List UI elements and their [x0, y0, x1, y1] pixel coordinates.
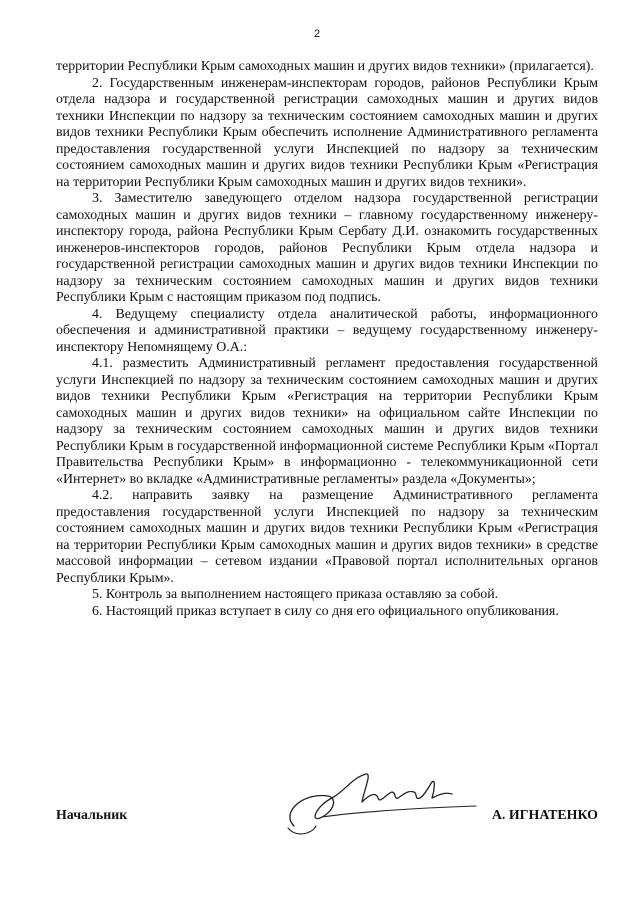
paragraph-item-4: 4. Ведущему специалисту отдела аналитической работы, информационного обеспечения и административной практики – ведущему государственному инженеру-инспектору Непомнящему О.А.: [56, 306, 598, 355]
paragraph-item-2: 2. Государственным инженерам-инспекторам городов, районов Республики Крым отдела надзора и государственной регистрации самоходных машин и других видов техники Инспекции по надзору за техническим состоянием самоходных машин и других видов техники Республики Крым обеспечить исполнение Административного регламента предоставления государственной услуги Инспекцией по надзору за техническим состоянием самоходных машин и других видов техники Республики Крым «Регистрация на территории Республики Крым самоходных машин и других видов техники». [56, 75, 598, 190]
document-body [56, 59, 598, 620]
signer-name: А. ИГНАТЕНКО [491, 808, 598, 823]
paragraph-item-4-1: 4.1. разместить Административный регламент предоставления государственной услуги Инспекцией по надзору за техническим состоянием самоходных машин и других видов техники Республики Крым «Регистрация на территории Республики Крым самоходных машин и других видов техники» на официальном сайте Инспекции по надзору за техническим состоянием самоходных машин и других видов техники Республики Крым в государственной информационной системе Республики Крым «Портал Правительства Республики Крым» в информационно - телекоммуникационной сети «Интернет» во вкладке «Административные регламенты» раздела «Документы»; [56, 356, 598, 487]
paragraph-continuation: территории Республики Крым самоходных машин и других видов техники» (прилагается). [56, 59, 594, 74]
page-number: 2 [313, 28, 321, 40]
paragraph-item-4-2: 4.2. направить заявку на размещение Административного регламента предоставления государственной услуги Инспекцией по надзору за техническим состоянием самоходных машин и других видов техники Республики Крым «Регистрация на территории Республики Крым самоходных машин и других видов техники» в средстве массовой информации – сетевом издании «Правовой портал исполнительных органов Республики Крым». [56, 488, 598, 586]
handwritten-signature [276, 768, 486, 843]
paragraph-item-6: 6. Настоящий приказ вступает в силу со дня его официального опубликования. [92, 603, 559, 619]
paragraph-item-5: 5. Контроль за выполнением настоящего приказа оставляю за собой. [92, 587, 499, 602]
signature-block [56, 788, 598, 838]
position-title: Начальник [56, 808, 128, 823]
paragraph-item-3: 3. Заместителю заведующего отделом надзора государственной регистрации самоходных машин и других видов техники – главному государственному инженеру-инспектору города, района Республики Крым Сербату Д.И. ознакомить государственных инженеров-инспекторов городов, районов Республики Крым отдела надзора и государственной регистрации самоходных машин и других видов техники Инспекции по надзору за техническим состоянием самоходных машин и других видов техники Республики Крым с настоящим приказом под подпись. [56, 191, 598, 305]
